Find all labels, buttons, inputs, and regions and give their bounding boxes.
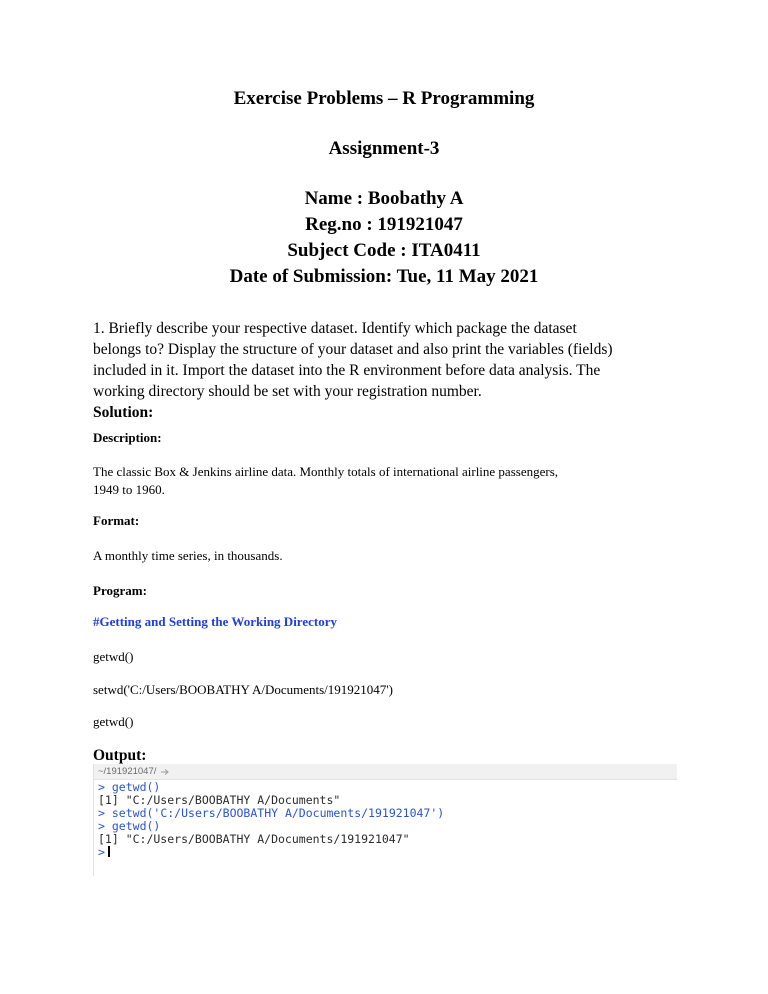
subject-code: Subject Code : ITA0411 xyxy=(287,240,481,261)
forward-arrow-icon xyxy=(160,768,170,776)
console-prompt: > xyxy=(98,780,105,794)
registration-number: Reg.no : 191921047 xyxy=(305,214,463,235)
console-command: getwd() xyxy=(111,819,161,833)
question-line: belongs to? Display the structure of your dataset and also print the variables (fields) xyxy=(93,341,613,358)
document-title: Exercise Problems – R Programming xyxy=(233,88,535,109)
question-text xyxy=(93,318,673,402)
question-line: included in it. Import the dataset into the R environment before data analysis. The xyxy=(93,362,601,379)
console-prompt: > xyxy=(98,845,105,859)
console-header xyxy=(94,764,677,780)
console-command: getwd() xyxy=(111,780,161,794)
console-output: [1] "C:/Users/BOOBATHY A/Documents" xyxy=(98,793,341,807)
console-path: ~/191921047/ xyxy=(98,766,157,777)
program-comment-heading: #Getting and Setting the Working Directory xyxy=(93,614,337,629)
question-line: working directory should be set with your registration number. xyxy=(93,383,482,400)
console-body xyxy=(94,780,677,859)
question-line: 1. Briefly describe your respective dataset. Identify which package the dataset xyxy=(93,320,577,337)
console-line xyxy=(98,833,677,846)
description-label: Description: xyxy=(93,430,162,445)
assignment-heading: Assignment-3 xyxy=(328,138,440,159)
description-text-line: 1949 to 1960. xyxy=(93,482,165,497)
text-cursor xyxy=(108,846,110,857)
console-command: setwd('C:/Users/BOOBATHY A/Documents/191921047') xyxy=(111,806,445,820)
console-prompt: > xyxy=(98,806,105,820)
r-console-screenshot xyxy=(93,764,677,876)
code-line: setwd('C:/Users/BOOBATHY A/Documents/191921047') xyxy=(93,682,393,697)
output-label: Output: xyxy=(93,747,147,764)
format-label: Format: xyxy=(93,513,140,528)
code-line: getwd() xyxy=(93,649,134,664)
solution-label: Solution: xyxy=(93,404,154,421)
student-name: Name : Boobathy A xyxy=(304,188,464,209)
console-line xyxy=(98,807,677,820)
console-prompt: > xyxy=(98,819,105,833)
submission-date: Date of Submission: Tue, 11 May 2021 xyxy=(229,266,539,287)
code-line: getwd() xyxy=(93,714,134,729)
console-input-line xyxy=(98,846,677,859)
description-text-line: The classic Box & Jenkins airline data. Monthly totals of international airline passengers, xyxy=(93,464,558,479)
program-label: Program: xyxy=(93,583,147,598)
format-text: A monthly time series, in thousands. xyxy=(93,548,283,563)
console-output: [1] "C:/Users/BOOBATHY A/Documents/191921047" xyxy=(98,832,410,846)
